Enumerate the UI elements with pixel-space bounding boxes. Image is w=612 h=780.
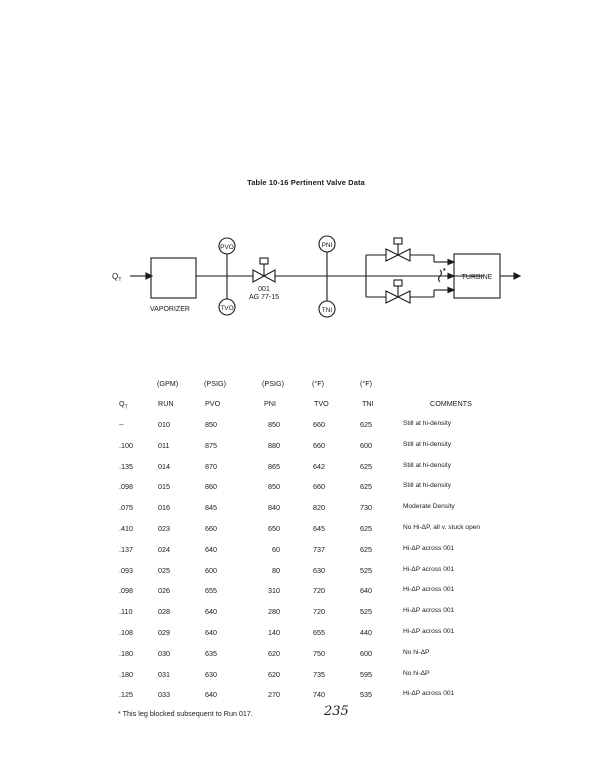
cell-comment: No hi-ΔP	[403, 669, 430, 677]
cell-comment: Hi-ΔP across 001	[403, 690, 455, 698]
cell-tni: 625	[360, 482, 372, 492]
cell-run: 033	[158, 690, 170, 700]
cell-run: 031	[158, 669, 170, 679]
cell-comment: Hi-ΔP across 001	[403, 628, 455, 635]
cell-run: 029	[158, 628, 170, 637]
table-title: Table 10-16 Pertinent Valve Data	[247, 178, 365, 187]
cell-tvo: 660	[313, 482, 325, 492]
cell-qt: .110	[119, 607, 133, 617]
cell-tni: 600	[360, 648, 372, 658]
cell-pvo: 870	[205, 461, 217, 471]
cell-tvo: 735	[313, 669, 325, 679]
cell-comment: No Hi-ΔP, all v. stuck open	[403, 524, 481, 531]
cell-qt: .093	[119, 565, 133, 575]
cell-tni: 625	[360, 461, 372, 471]
cell-pvo: 655	[205, 586, 217, 596]
cell-pvo: 640	[205, 544, 217, 554]
cell-tvo: 720	[313, 586, 325, 596]
cell-pni: 880	[268, 440, 280, 450]
cell-tvo: 740	[313, 690, 325, 700]
cell-run: 015	[158, 482, 170, 492]
cell-comment: Still at hi-density	[403, 420, 452, 427]
cell-tvo: 660	[313, 420, 325, 429]
cell-comment: Still at hi-density	[403, 482, 452, 490]
column-header: RUN	[158, 399, 174, 408]
cell-pvo: 875	[205, 440, 217, 450]
cell-pni: 840	[268, 503, 280, 513]
cell-tni: 525	[360, 565, 372, 575]
cell-comment: Still at hi-density	[403, 440, 452, 448]
vaporizer-label: VAPORIZER	[150, 306, 190, 313]
cell-run: 030	[158, 648, 170, 658]
unit-header: (GPM)	[157, 379, 179, 388]
valve-id-label: 001	[258, 286, 270, 293]
cell-run: 010	[158, 420, 170, 429]
cell-comment: Hi-ΔP across 001	[403, 565, 455, 573]
cell-tvo: 655	[313, 628, 325, 637]
cell-comment: Hi-ΔP across 001	[403, 586, 455, 594]
gauge-pni: PNI	[321, 242, 333, 249]
cell-tvo: 642	[313, 461, 325, 471]
cell-qt: .075	[119, 503, 133, 513]
cell-pni: 650	[268, 524, 280, 533]
cell-tvo: 750	[313, 648, 325, 658]
cell-pvo: 640	[205, 690, 217, 700]
cell-comment: Still at hi-density	[403, 461, 452, 469]
cell-pni: 620	[268, 669, 280, 679]
cell-pvo: 630	[205, 669, 217, 679]
cell-tni: 535	[360, 690, 372, 700]
cell-tni: 640	[360, 586, 372, 596]
cell-pvo: 640	[205, 607, 217, 617]
cell-tvo: 737	[313, 544, 325, 554]
cell-pni: 865	[268, 461, 280, 471]
cell-tni: 625	[360, 420, 372, 429]
cell-qt: .137	[119, 544, 133, 554]
cell-qt: .125	[119, 690, 133, 700]
cell-pvo: 850	[205, 420, 217, 429]
cell-run: 023	[158, 524, 170, 533]
column-header: COMMENTS	[430, 399, 472, 408]
cell-run: 025	[158, 565, 170, 575]
column-header: PNI	[264, 399, 276, 408]
cell-tvo: 645	[313, 524, 325, 533]
cell-tni: 625	[360, 544, 372, 554]
cell-qt: .098	[119, 586, 133, 596]
cell-qt: .180	[119, 648, 133, 658]
unit-header: (PSIG)	[204, 379, 226, 388]
cell-pni: 270	[268, 690, 280, 700]
cell-tni: 600	[360, 440, 372, 450]
footnote: * This leg blocked subsequent to Run 017.	[118, 709, 253, 718]
cell-pni: 140	[268, 628, 280, 637]
cell-run: 016	[158, 503, 170, 513]
gauge-tvo: TVO	[220, 305, 234, 312]
unit-header: (PSIG)	[262, 379, 284, 388]
cell-pvo: 640	[205, 628, 217, 637]
cell-pvo: 845	[205, 503, 217, 513]
cell-pni: 280	[268, 607, 280, 617]
cell-tni: 525	[360, 607, 372, 617]
cell-tvo: 720	[313, 607, 325, 617]
turbine-label: TURBINE	[461, 274, 493, 281]
cell-comment: No hi-ΔP	[403, 648, 430, 656]
cell-comment: Moderate Density	[403, 503, 455, 511]
cell-pvo: 600	[205, 565, 217, 575]
cell-qt: --	[119, 420, 124, 429]
cell-tvo: 820	[313, 503, 325, 513]
column-header: TNI	[362, 399, 374, 408]
cell-pvo: 635	[205, 648, 217, 658]
cell-pni: 80	[272, 565, 280, 575]
cell-pvo: 660	[205, 524, 217, 533]
column-header: TVO	[314, 399, 329, 408]
cell-qt: .108	[119, 628, 133, 637]
cell-tni: 440	[360, 628, 372, 637]
cell-comment: Hi-ΔP across 001	[403, 544, 455, 552]
page-number: 235	[324, 704, 349, 719]
cell-run: 028	[158, 607, 170, 617]
cell-tvo: 630	[313, 565, 325, 575]
blocked-leg-marker: *	[443, 268, 446, 275]
cell-tni: 595	[360, 669, 372, 679]
cell-pvo: 860	[205, 482, 217, 492]
column-header: $Q_T$	[119, 399, 128, 411]
cell-qt: .135	[119, 461, 133, 471]
cell-tvo: 660	[313, 440, 325, 450]
gauge-pvo: PVO	[220, 244, 234, 251]
cell-pni: 620	[268, 648, 280, 658]
cell-qt: .100	[119, 440, 133, 450]
cell-pni: 850	[268, 482, 280, 492]
cell-run: 026	[158, 586, 170, 596]
cell-comment: Hi-ΔP across 001	[403, 607, 455, 615]
cell-run: 014	[158, 461, 170, 471]
column-header: PVO	[205, 399, 221, 408]
cell-pni: 850	[268, 420, 280, 429]
cell-pni: 60	[272, 544, 280, 554]
cell-run: 011	[158, 440, 170, 450]
cell-qt: .180	[119, 669, 133, 679]
cell-tni: 730	[360, 503, 372, 513]
unit-header: (°F)	[360, 379, 373, 388]
gauge-tni: TNI	[321, 307, 333, 314]
unit-header: (°F)	[312, 379, 325, 388]
cell-run: 024	[158, 544, 170, 554]
cell-qt: .410	[119, 524, 133, 533]
cell-qt: .098	[119, 482, 133, 492]
cell-pni: 310	[268, 586, 280, 596]
cell-tni: 625	[360, 524, 372, 533]
qt-input-label: $Q_T$	[112, 272, 122, 283]
valve-model-label: AG 77-15	[249, 294, 279, 301]
